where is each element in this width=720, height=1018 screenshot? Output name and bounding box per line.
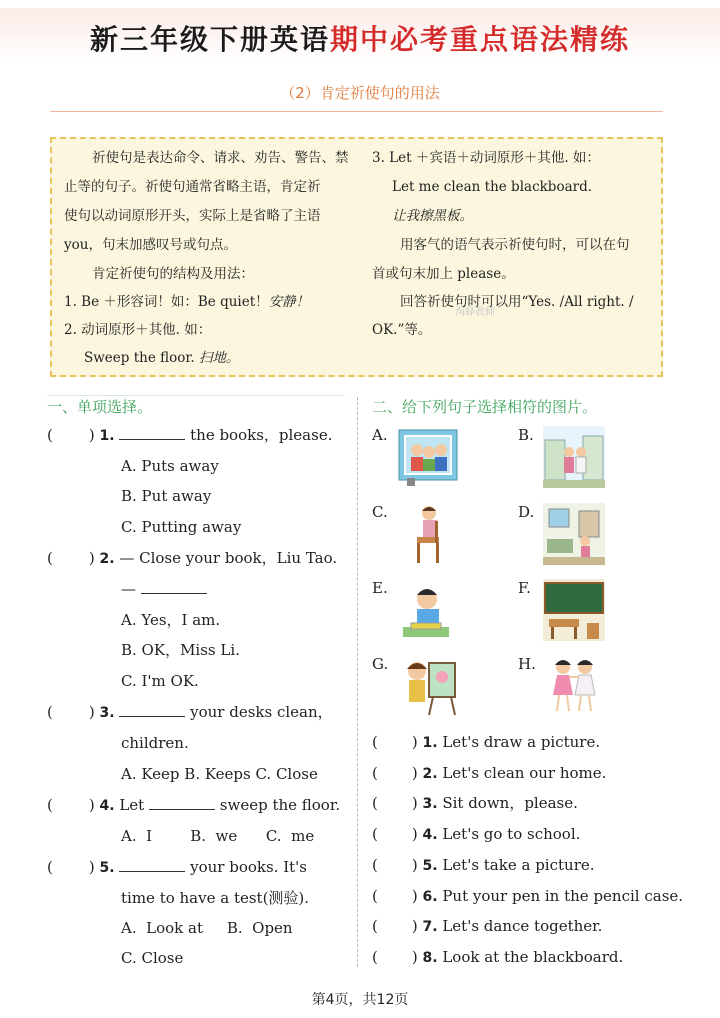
question-2: ( ) 2. — Close your book，Liu Tao. bbox=[47, 549, 338, 567]
option[interactable]: A. Look at B. Open bbox=[121, 919, 293, 937]
answer-blank[interactable] bbox=[119, 857, 185, 872]
watermark: 淘蜂教辅 bbox=[455, 307, 495, 318]
option[interactable]: C. I'm OK. bbox=[121, 672, 199, 690]
match-sentence: ( ) 1. Let's draw a picture. bbox=[372, 733, 601, 751]
picture-label: C. bbox=[372, 503, 388, 521]
answer-blank[interactable] bbox=[119, 425, 185, 440]
box-right-line: OK.”等。 bbox=[372, 322, 432, 338]
picture-label: F. bbox=[518, 579, 531, 597]
pencil-case-picture[interactable] bbox=[397, 579, 459, 641]
section2-heading: 二、给下列句子选择相符的图片。 bbox=[372, 398, 598, 416]
blackboard-picture[interactable] bbox=[543, 579, 605, 641]
match-sentence: ( ) 5. Let's take a picture. bbox=[372, 856, 595, 874]
box-right-line: 让我擦黑板。 bbox=[392, 208, 473, 224]
option[interactable]: A. Yes，I am. bbox=[121, 611, 221, 629]
box-left-line: Sweep the floor. 扫地。 bbox=[84, 350, 240, 366]
match-sentence: ( ) 6. Put your pen in the pencil case. bbox=[372, 887, 684, 905]
sit-down-picture[interactable] bbox=[397, 503, 459, 565]
box-left-line: 1. Be ＋形容词！如：Be quiet！安静！ bbox=[64, 294, 310, 310]
section1-rule bbox=[47, 395, 345, 396]
family-photo-picture[interactable] bbox=[397, 426, 459, 488]
option[interactable]: A. Keep B. Keeps C. Close bbox=[121, 765, 318, 783]
clean-home-picture[interactable] bbox=[543, 503, 605, 565]
box-left-line: 使句以动词原形开头，实际上是省略了主语 bbox=[64, 208, 321, 224]
draw-picture[interactable] bbox=[397, 655, 459, 717]
question-5-line2: time to have a test(测验). bbox=[121, 889, 310, 907]
question-2-line2: — bbox=[121, 579, 207, 599]
match-sentence: ( ) 4. Let's go to school. bbox=[372, 825, 581, 843]
option[interactable]: A. I B. we C. me bbox=[121, 827, 315, 845]
page-number: 第4页，共12页 bbox=[311, 992, 409, 1008]
box-left-line: 2. 动词原形＋其他. 如： bbox=[64, 322, 212, 338]
box-right-line: 用客气的语气表示祈使句时，可以在句 bbox=[400, 237, 630, 253]
box-right-line: 首或句末加上 please。 bbox=[372, 266, 515, 282]
question-1: ( ) 1. the books，please. bbox=[47, 426, 333, 444]
picture-label: G. bbox=[372, 655, 389, 673]
box-right-line: Let me clean the blackboard. bbox=[392, 179, 593, 195]
subtitle-rule bbox=[50, 111, 663, 112]
picture-label: E. bbox=[372, 579, 388, 597]
subtitle: （2）肯定祈使句的用法 bbox=[280, 84, 440, 102]
option[interactable]: A. Puts away bbox=[121, 457, 219, 475]
column-divider bbox=[357, 397, 358, 967]
picture-label: A. bbox=[372, 426, 388, 444]
grammar-box bbox=[50, 137, 663, 377]
picture-label: D. bbox=[518, 503, 535, 521]
box-left-line: 祈使句是表达命令、请求、劝告、警告、禁 bbox=[92, 150, 349, 166]
answer-blank[interactable] bbox=[141, 579, 207, 594]
option[interactable]: C. Putting away bbox=[121, 518, 242, 536]
question-3-line2: children. bbox=[121, 734, 189, 752]
school-picture[interactable] bbox=[543, 426, 605, 488]
match-sentence: ( ) 3. Sit down，please. bbox=[372, 794, 578, 812]
option[interactable]: B. Put away bbox=[121, 487, 212, 505]
answer-blank[interactable] bbox=[119, 702, 185, 717]
option[interactable]: B. OK，Miss Li. bbox=[121, 641, 240, 659]
match-sentence: ( ) 7. Let's dance together. bbox=[372, 917, 603, 935]
section1-heading: 一、单项选择。 bbox=[47, 398, 153, 416]
picture-label: H. bbox=[518, 655, 536, 673]
picture-label: B. bbox=[518, 426, 534, 444]
answer-blank[interactable] bbox=[149, 795, 215, 810]
question-5: ( ) 5. your books. It's bbox=[47, 858, 307, 876]
dance-picture[interactable] bbox=[543, 655, 605, 717]
box-left-line: 肯定祈使句的结构及用法： bbox=[92, 266, 254, 282]
page-title: 新三年级下册英语期中必考重点语法精练 bbox=[89, 23, 631, 56]
match-sentence: ( ) 8. Look at the blackboard. bbox=[372, 948, 624, 966]
box-left-line: you，句末加感叹号或句点。 bbox=[64, 237, 237, 253]
question-4: ( ) 4. Let sweep the floor. bbox=[47, 796, 341, 814]
question-3: ( ) 3. your desks clean， bbox=[47, 703, 333, 721]
box-right-line: 3. Let ＋宾语＋动词原形＋其他. 如： bbox=[372, 150, 600, 166]
option[interactable]: C. Close bbox=[121, 949, 184, 967]
match-sentence: ( ) 2. Let's clean our home. bbox=[372, 764, 607, 782]
box-left-line: 止等的句子。祈使句通常省略主语，肯定祈 bbox=[64, 179, 321, 195]
box-right-line: 回答祈使句时可以用“Yes. /All right. / bbox=[400, 294, 634, 310]
